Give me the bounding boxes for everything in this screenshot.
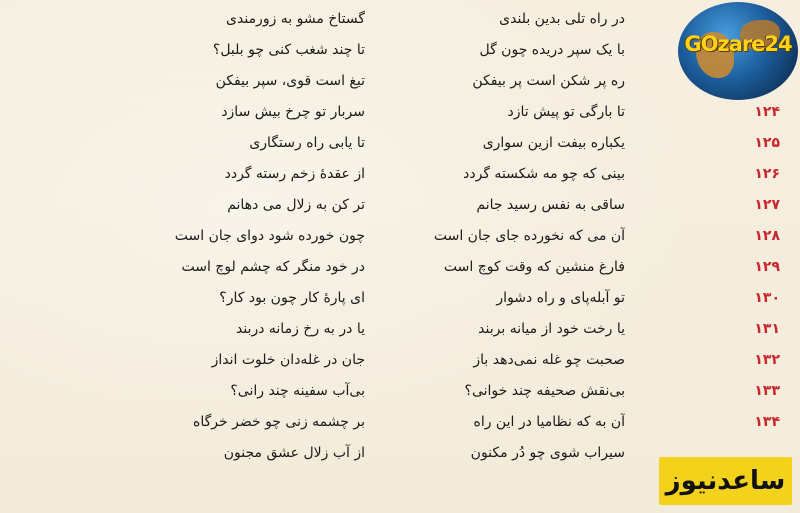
verse-first-hemistich: صحبت چو غله نمی‌دهد باز xyxy=(473,352,625,368)
verse-second-hemistich: از عقدهٔ زخم رسته گردد xyxy=(224,166,365,182)
verse-number: ۱۲۸ xyxy=(754,228,780,244)
verse-row xyxy=(0,4,800,34)
verse-second-hemistich: بر چشمه زنی چو خضر خرگاه xyxy=(193,414,365,430)
verse-row xyxy=(0,190,800,220)
verse-row xyxy=(0,66,800,96)
verse-first-hemistich: در راه تلی بدین بلندی xyxy=(499,11,625,27)
verse-second-hemistich: چون خورده شود دوای جان است xyxy=(174,228,365,244)
saednews-logo xyxy=(659,457,792,505)
verse-second-hemistich: تر کن به زلال می دهانم xyxy=(227,197,365,213)
verse-first-hemistich: با یک سپر دریده چون گل xyxy=(479,42,625,58)
verse-first-hemistich: تو آبله‌پای و راه دشوار xyxy=(496,290,625,306)
verse-second-hemistich: تا یابی راه رستگاری xyxy=(249,135,365,151)
verse-number: ۱۳۳ xyxy=(754,383,780,399)
verse-second-hemistich: تا چند شغب کنی چو بلبل؟ xyxy=(212,42,365,58)
verse-second-hemistich: در خود منگر که چشم لوچ است xyxy=(181,259,365,275)
verse-second-hemistich: تیغ است قوی، سپر بیفکن xyxy=(215,73,365,89)
verse-row xyxy=(0,376,800,406)
verse-row xyxy=(0,314,800,344)
verse-second-hemistich: از آب زلال عشق مجنون xyxy=(223,445,365,461)
gozare24-logo-text: GOzare24 xyxy=(684,32,792,56)
verse-row xyxy=(0,97,800,127)
verse-first-hemistich: سیراب شوی چو دُر مکنون xyxy=(470,445,625,461)
verse-first-hemistich: ساقی به نفس رسید جانم xyxy=(476,197,625,213)
verse-row xyxy=(0,128,800,158)
verse-first-hemistich: بینی که چو مه شکسته گردد xyxy=(463,166,625,182)
verse-second-hemistich: ای پارهٔ کار چون بود کار؟ xyxy=(219,290,365,306)
verse-number: ۱۲۶ xyxy=(754,166,780,182)
verse-row xyxy=(0,221,800,251)
verse-second-hemistich: گستاخ مشو به زورمندی xyxy=(226,11,365,27)
verse-first-hemistich: ره پر شکن است پر بیفکن xyxy=(472,73,625,89)
verse-second-hemistich: یا در به رخ زمانه دربند xyxy=(235,321,365,337)
verse-first-hemistich: بی‌نقش صحیفه چند خوانی؟ xyxy=(464,383,625,399)
verse-number: ۱۳۰ xyxy=(754,290,780,306)
verse-row xyxy=(0,159,800,189)
verse-second-hemistich: سربار تو چرخ بیش سازد xyxy=(221,104,365,120)
verse-number: ۱۲۴ xyxy=(754,104,780,120)
verse-second-hemistich: جان در غله‌دان خلوت انداز xyxy=(211,352,365,368)
verse-row xyxy=(0,345,800,375)
gozare24-logo xyxy=(678,2,798,100)
verse-number: ۱۳۴ xyxy=(754,414,780,430)
verse-number: ۱۲۷ xyxy=(754,197,780,213)
verse-first-hemistich: تا بارگی تو پیش تازد xyxy=(507,104,625,120)
verse-number: ۱۲۹ xyxy=(754,259,780,275)
verse-first-hemistich: آن به که نظامیا در این راه xyxy=(473,414,625,430)
verse-row xyxy=(0,283,800,313)
verse-number: ۱۲۵ xyxy=(754,135,780,151)
saednews-logo-text: ساعدنیوز xyxy=(665,466,786,496)
verse-first-hemistich: آن می که نخورده جای جان است xyxy=(433,228,625,244)
verse-number: ۱۳۱ xyxy=(754,321,780,337)
verse-second-hemistich: بی‌آب سفینه چند رانی؟ xyxy=(230,383,365,399)
verse-first-hemistich: یا رخت خود از میانه بربند xyxy=(478,321,625,337)
verse-row xyxy=(0,252,800,282)
verse-first-hemistich: یکباره بیفت ازین سواری xyxy=(482,135,625,151)
verse-first-hemistich: فارغ منشین که وقت کوچ است xyxy=(443,259,625,275)
verse-number: ۱۳۲ xyxy=(754,352,780,368)
verse-row xyxy=(0,407,800,437)
